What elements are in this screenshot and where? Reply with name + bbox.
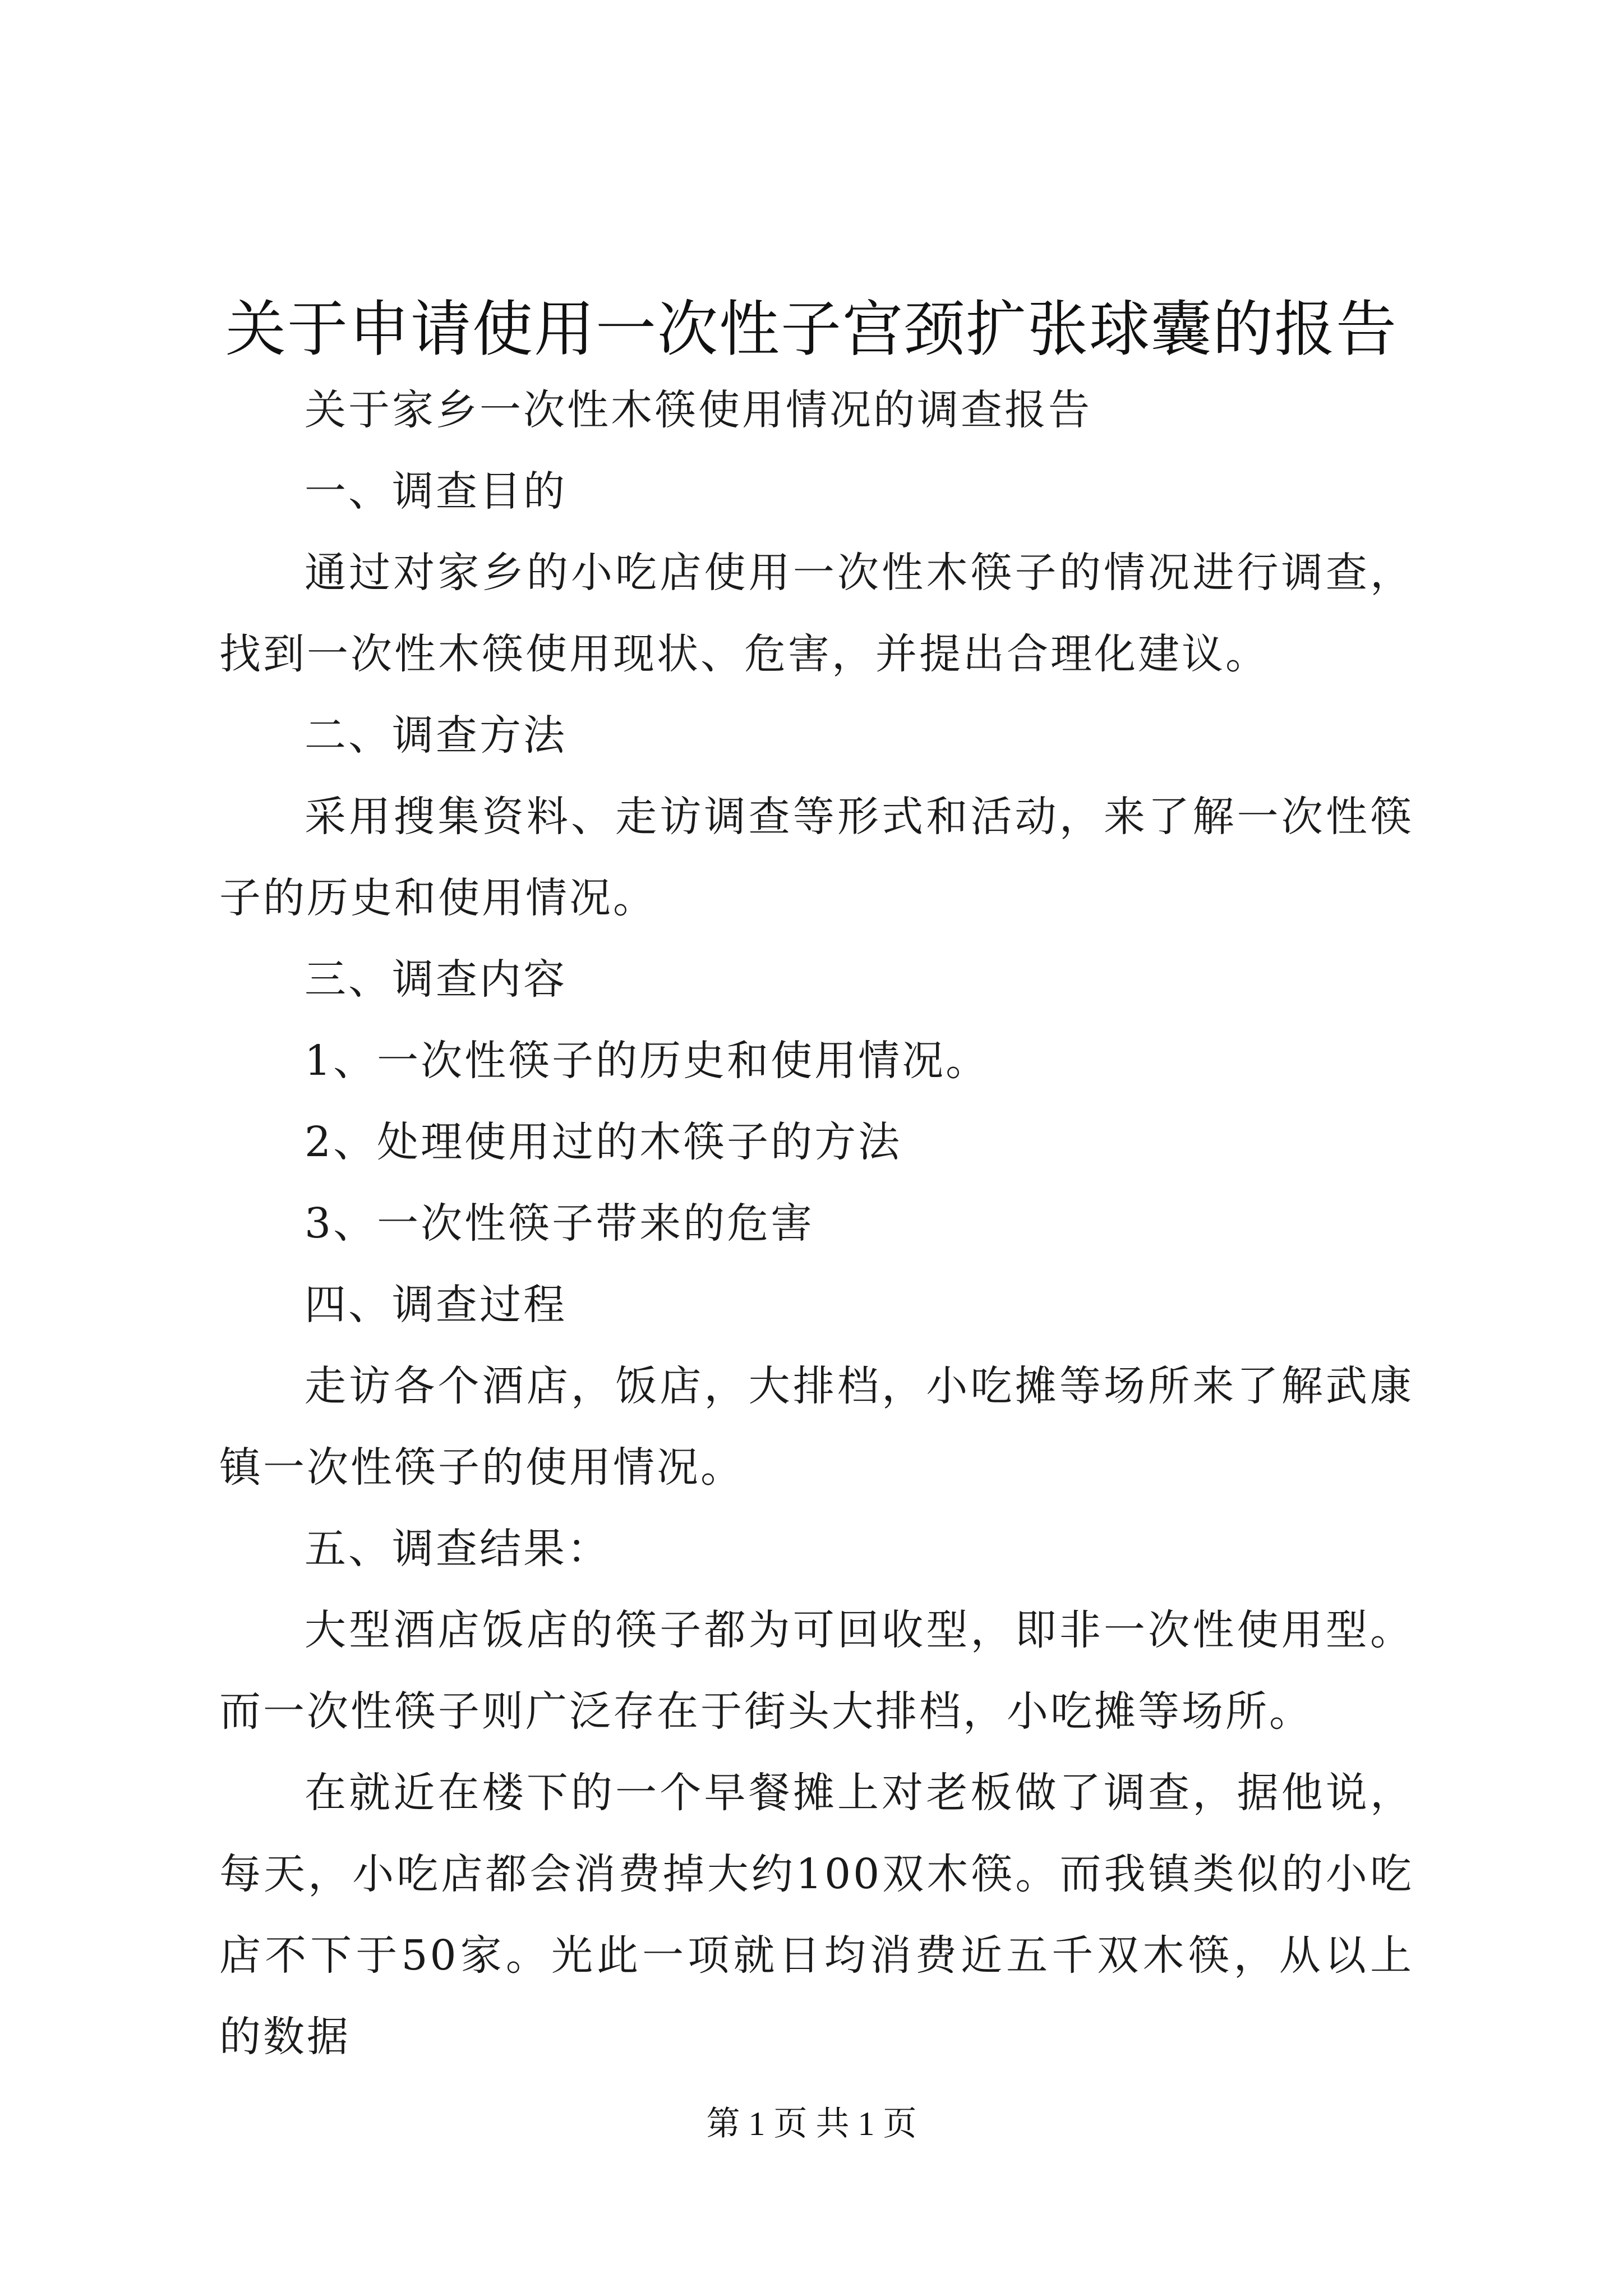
document-body	[219, 370, 1414, 2078]
page-footer: 第 1 页 共 1 页	[706, 2105, 917, 2142]
section-heading-purpose: 一、调查目的	[305, 467, 567, 516]
section-heading-method: 二、调查方法	[305, 711, 567, 760]
section-heading-results: 五、调查结果：	[305, 1525, 611, 1573]
document-title: 关于申请使用一次性子宫颈扩张球囊的报告	[225, 295, 1398, 365]
list-item-content-1: 1、一次性筷子的历史和使用情况。	[305, 1037, 990, 1085]
section-heading-process: 四、调查过程	[305, 1281, 567, 1329]
paragraph-results-1: 大型酒店饭店的筷子都为可回收型，即非一次性使用型。而一次性筷子则广泛存在于街头大排档，小吃摊等场所。	[219, 1606, 1414, 1736]
paragraph-method: 采用搜集资料、走访调查等形式和活动，来了解一次性筷子的历史和使用情况。	[219, 793, 1414, 922]
paragraph-results-2: 在就近在楼下的一个早餐摊上对老板做了调查，据他说，每天，小吃店都会消费掉大约100双木筷。而我镇类似的小吃店不下于50家。光此一项就日均消费近五千双木筷，从以上的数据	[219, 1769, 1414, 2061]
paragraph-process: 走访各个酒店，饭店，大排档，小吃摊等场所来了解武康镇一次性筷子的使用情况。	[219, 1362, 1414, 1492]
section-heading-content: 三、调查内容	[305, 955, 567, 1004]
paragraph-purpose: 通过对家乡的小吃店使用一次性木筷子的情况进行调查，找到一次性木筷使用现状、危害，并提出合理化建议。	[219, 549, 1414, 678]
paragraph-subtitle: 关于家乡一次性木筷使用情况的调查报告	[305, 386, 1092, 434]
list-item-content-3: 3、一次性筷子带来的危害	[305, 1199, 815, 1248]
list-item-content-2: 2、处理使用过的木筷子的方法	[305, 1118, 902, 1166]
